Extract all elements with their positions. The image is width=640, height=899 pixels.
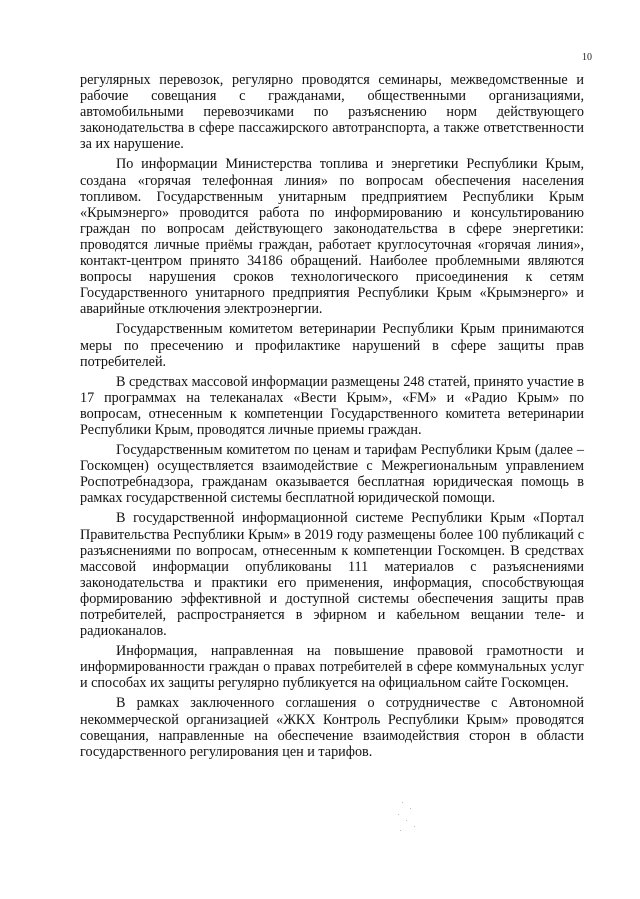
scan-noise <box>380 798 440 838</box>
paragraph-5: Государственным комитетом по ценам и тарифам Республики Крым (далее – Госкомцен) осуществляется взаимодействие с Межрегиональным управлением Роспотребнадзора, гражданам оказывается бесплатная юридическая помощь в рамках государственной системы бесплатной юридической помощи. <box>80 442 584 507</box>
paragraph-1: регулярных перевозок, регулярно проводятся семинары, межведомственные и рабочие совещания с гражданами, общественными организациями, автомобильными перевозчиками по разъяснению норм действующего законодательства в сфере пассажирского автотранспорта, а также ответственности за их нарушение. <box>80 72 584 153</box>
paragraph-2: По информации Министерства топлива и энергетики Республики Крым, создана «горячая телефонная линия» по вопросам обеспечения населения топливом. Государственным унитарным предприятием Республики Крым «Крымэнерго» проводится работа по информированию и консультированию граждан по вопросам действующего законодательства в сфере энергетики: проводятся личные приёмы граждан, работает круглосуточная «горячая линия», контакт-центром принято 34186 обращений. Наиболее проблемными являются вопросы нарушения сроков технологического присоединения к сетям Государственного унитарного предприятия Республики Крым «Крымэнерго» и аварийные отключения электроэнергии. <box>80 156 584 318</box>
paragraph-7: Информация, направленная на повышение правовой грамотности и информированности граждан о правах потребителей в сфере коммунальных услуг и способах их защиты регулярно публикуется на официальном сайте Госкомцен. <box>80 643 584 692</box>
paragraph-3: Государственным комитетом ветеринарии Республики Крым принимаются меры по пресечению и профилактике нарушений в сфере защиты прав потребителей. <box>80 321 584 370</box>
document-body <box>80 72 584 764</box>
paragraph-6: В государственной информационной системе Республики Крым «Портал Правительства Республики Крым» в 2019 году размещены более 100 публикаций с разъяснениями по вопросам, отнесенным к компетенции Госкомцен. В средствах массовой информации опубликованы 111 материалов с разъяснениями законодательства и практики его применения, информация, способствующая формированию эффективной и доступной системы обеспечения защиты прав потребителей, распространяется в эфирном и кабельном вещании теле- и радиоканалов. <box>80 510 584 640</box>
paragraph-8: В рамках заключенного соглашения о сотрудничестве с Автономной некоммерческой организацией «ЖКХ Контроль Республики Крым» проводятся совещания, направленные на обеспечение взаимодействия сторон в области государственного регулирования цен и тарифов. <box>80 695 584 760</box>
paragraph-4: В средствах массовой информации размещены 248 статей, принято участие в 17 программах на телеканалах «Вести Крым», «FM» и «Радио Крым» по вопросам, отнесенным к компетенции Государственного комитета ветеринарии Республики Крым, проводятся личные приемы граждан. <box>80 373 585 438</box>
page-number: 10 <box>582 52 592 63</box>
